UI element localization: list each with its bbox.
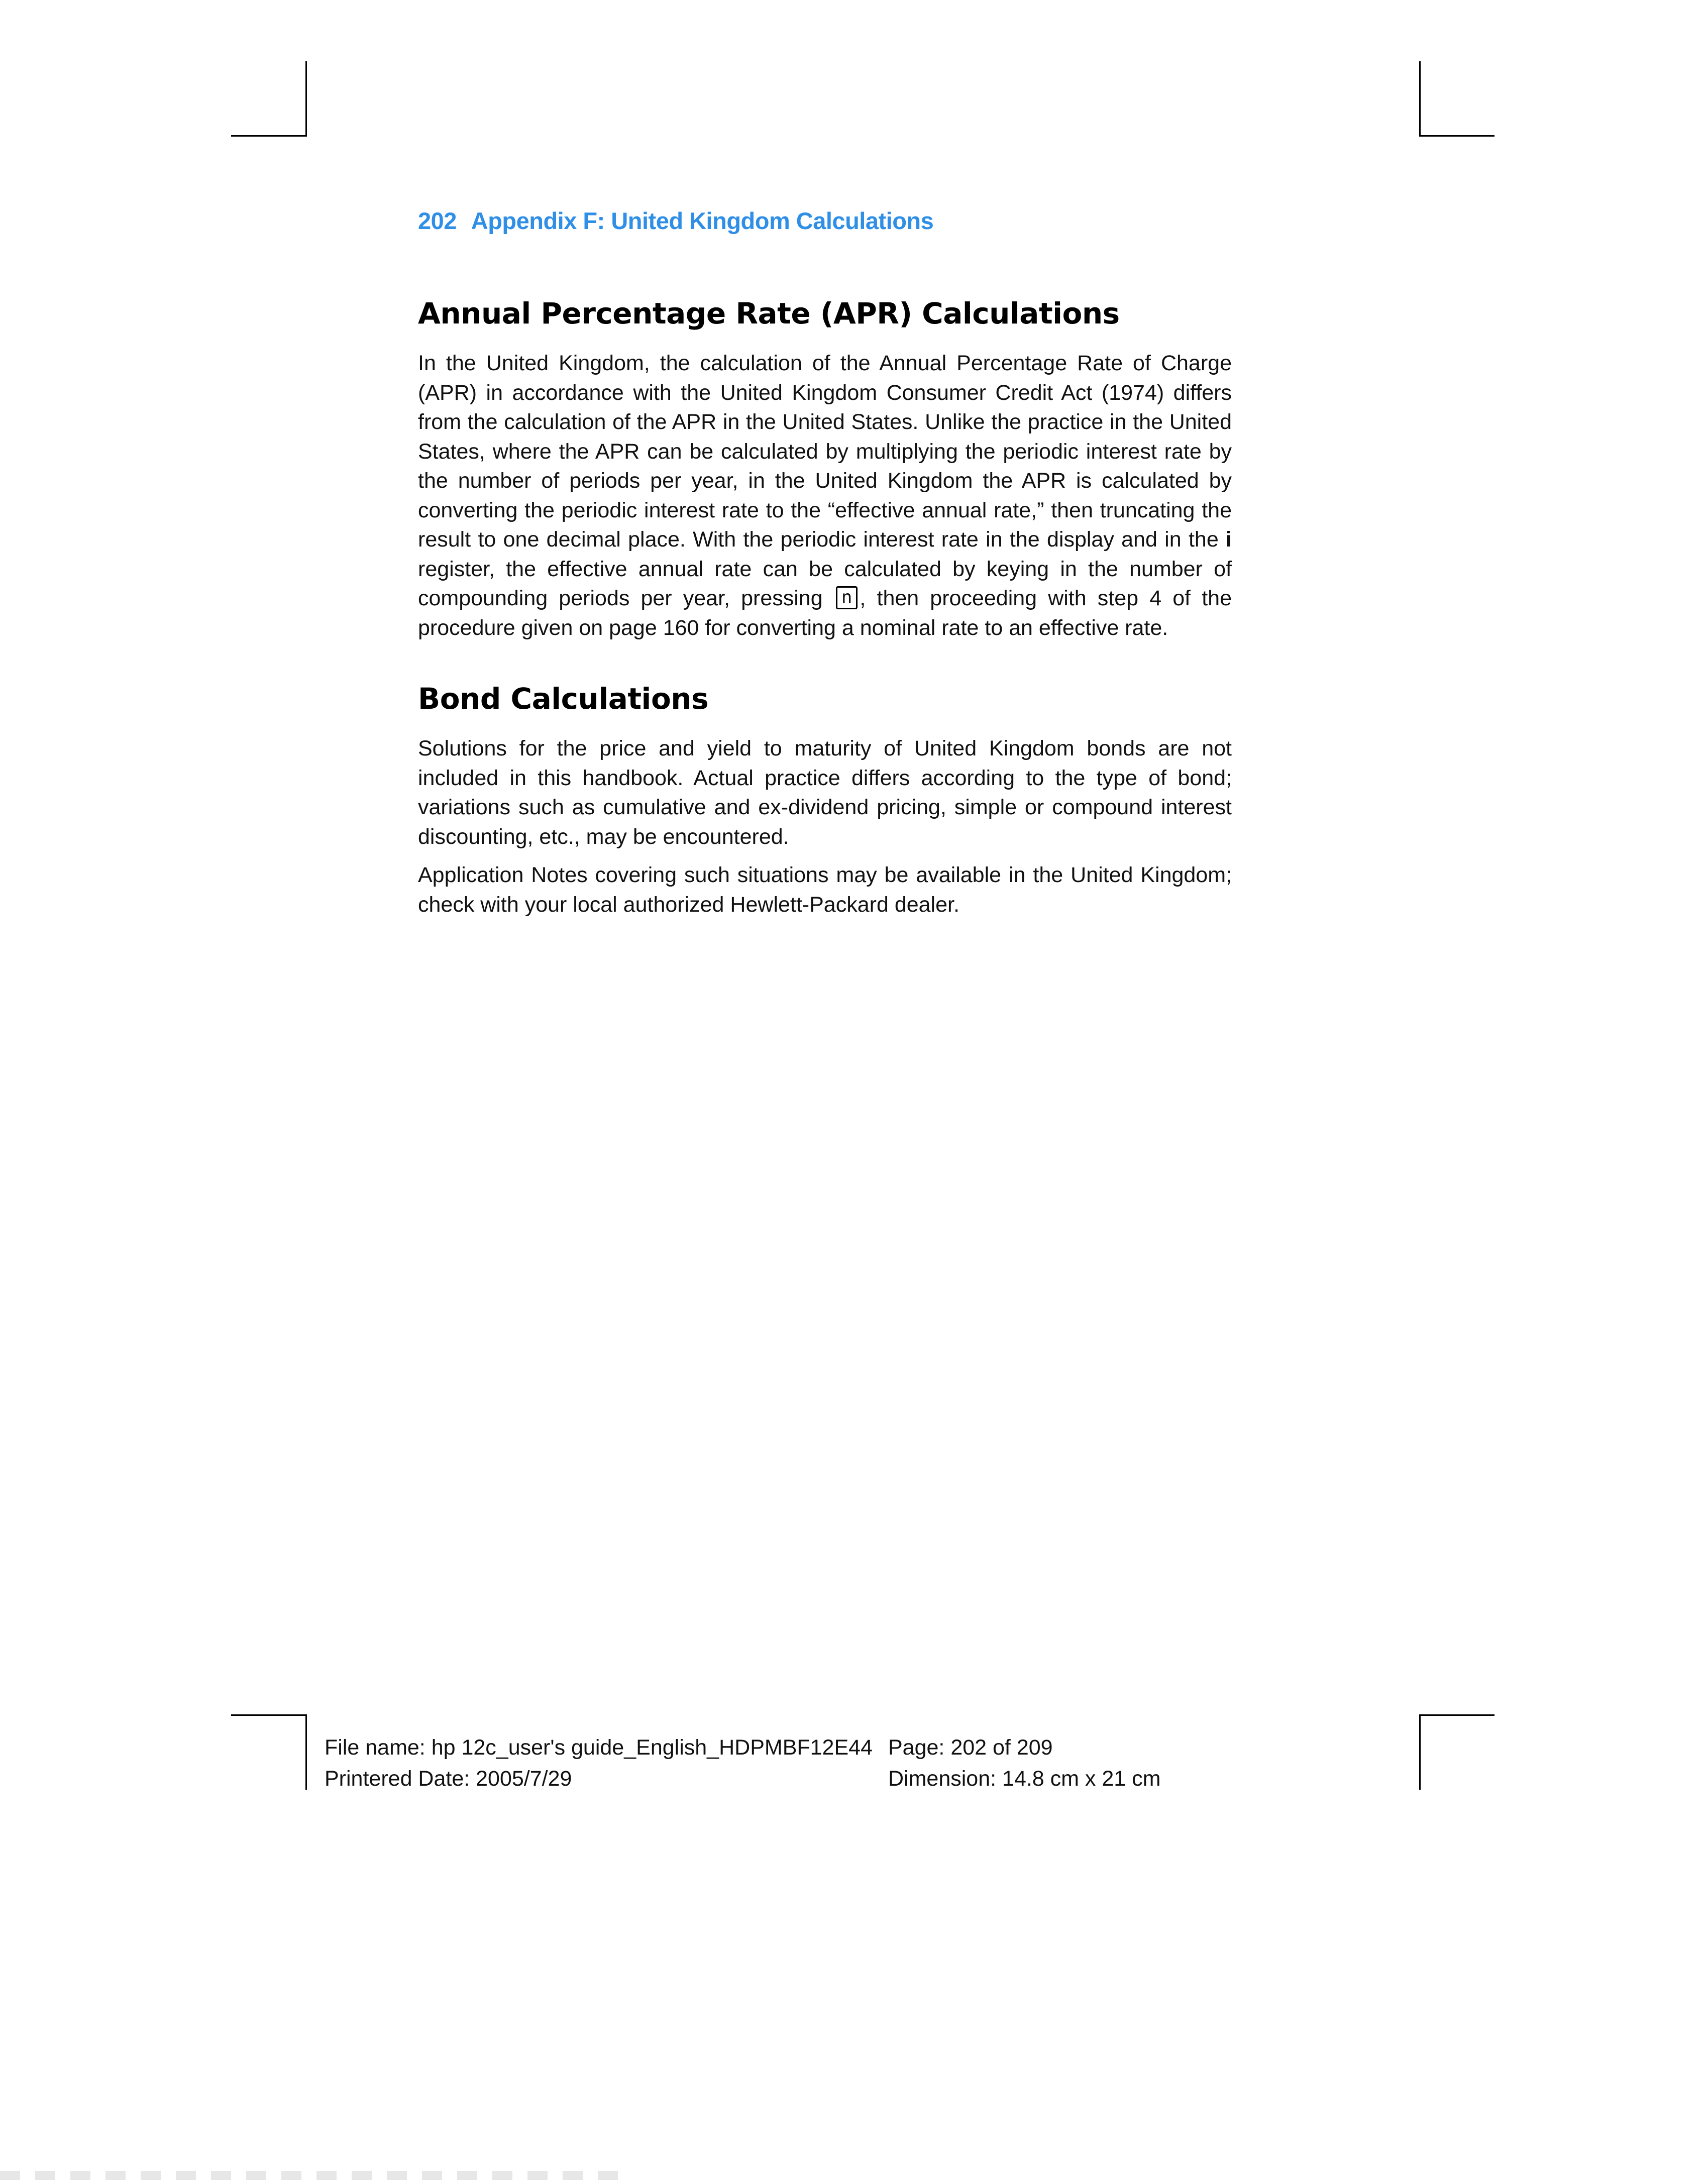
footer-left — [325, 1732, 873, 1794]
section-spacer — [418, 651, 1232, 682]
footer-dimension: Dimension: 14.8 cm x 21 cm — [888, 1767, 1161, 1791]
apr-text-part3: , then proceeding with step 4 of the procedure given on page 160 for converting a nominal rate to an effective rate. — [418, 586, 1232, 640]
apr-paragraph — [418, 349, 1232, 642]
footer-printed-date: Printered Date: 2005/7/29 — [325, 1767, 572, 1791]
crop-mark-bottom-right-h — [1419, 1714, 1494, 1716]
apr-text-part1: In the United Kingdom, the calculation of the Annual Percentage Rate of Charge (APR) in accordance with the United Kingdom Consumer Credit Act (1974) differs from the calculation of the APR in the United States. Unlike the practice in the United States, where the APR can be calculated by multiplying the periodic interest rate by the number of periods per year, in the United Kingdom the APR is calculated by converting the periodic interest rate to the “effective annual rate,” then truncating the result to one decimal place. With the periodic interest rate in the display and in the — [418, 351, 1232, 552]
crop-mark-top-right-h — [1419, 135, 1494, 137]
crop-mark-bottom-left-v — [305, 1714, 307, 1790]
crop-mark-bottom-left-h — [231, 1714, 306, 1716]
running-header — [418, 207, 933, 235]
page-content — [418, 296, 1232, 928]
header-chapter-title: Appendix F: United Kingdom Calculations — [471, 207, 934, 234]
crop-mark-top-right-v — [1419, 61, 1421, 137]
crop-mark-top-left-h — [231, 135, 306, 137]
crop-mark-top-left-v — [305, 61, 307, 137]
section-title-bond: Bond Calculations — [418, 682, 709, 716]
crop-mark-bottom-right-v — [1419, 1714, 1421, 1790]
footer-page: Page: 202 of 209 — [888, 1735, 1053, 1760]
bottom-edge-artifact — [0, 2171, 628, 2180]
header-page-number: 202 — [418, 207, 457, 234]
section-title-apr: Annual Percentage Rate (APR) Calculations — [418, 296, 1120, 331]
bond-paragraph-2: Application Notes covering such situations may be available in the United Kingdom; check with your local authorized Hewlett-Packard dealer. — [418, 863, 1232, 917]
bond-paragraph-1: Solutions for the price and yield to maturity of United Kingdom bonds are not included in this handbook. Actual practice differs according to the type of bond; variations such as cumulative and ex-dividend pricing, simple or compound interest discounting, etc., may be encountered. — [418, 736, 1232, 849]
footer-file-name: File name: hp 12c_user's guide_English_HDPMBF12E44 — [325, 1735, 873, 1760]
apr-text-part2: register, the effective annual rate can be calculated by keying in the number of compounding periods per year, pressing — [418, 557, 1232, 610]
n-key-icon: n — [836, 586, 858, 609]
footer-right — [888, 1732, 1160, 1794]
register-i-label: i — [1226, 527, 1232, 552]
